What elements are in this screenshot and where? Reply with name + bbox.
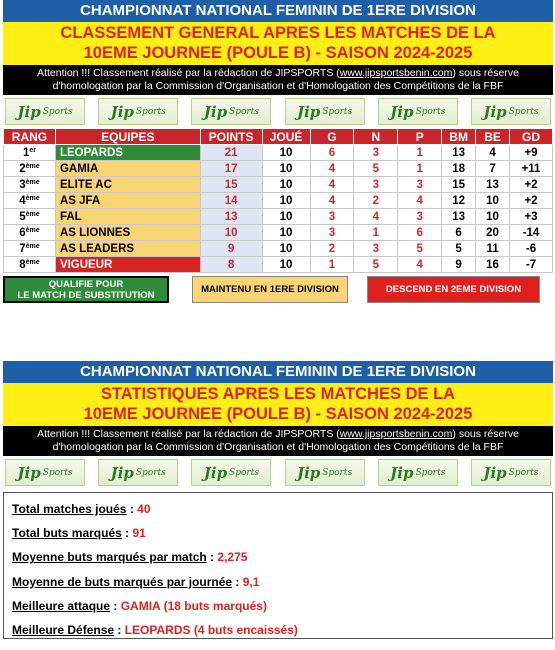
logo-text: Jip (296, 463, 321, 482)
points-cell: 9 (200, 241, 262, 257)
legend-qualified (3, 276, 169, 303)
rank-cell (4, 225, 56, 241)
standings-title-line1: CLASSEMENT GENERAL APRES LES MATCHES DE LA (60, 24, 496, 42)
logo-subtext: Sports (229, 106, 259, 117)
col-played: JOUÉ (262, 129, 310, 145)
team-cell: LEOPARDS (55, 145, 200, 161)
wins-cell: 6 (310, 145, 354, 161)
played-cell: 10 (262, 145, 310, 161)
goals-against-cell: 7 (476, 161, 510, 177)
table-header-row (4, 129, 553, 145)
jipsports-logo (285, 459, 365, 486)
stat-label: Meilleure attaque (12, 598, 111, 613)
rank-cell (4, 209, 56, 225)
goal-diff-cell: +9 (510, 145, 553, 161)
goals-against-cell: 10 (476, 193, 510, 209)
disclaimer-prefix-2: Attention !!! Classement réalisé par la rédaction de JIPSPORTS ( (37, 428, 340, 440)
stat-value: 9,1 (242, 574, 260, 589)
col-rank: RANG (4, 129, 56, 145)
goals-against-cell: 20 (476, 225, 510, 241)
goals-against-cell: 16 (476, 257, 510, 273)
logo-text: Jip (17, 102, 41, 121)
goal-diff-cell: +2 (510, 177, 553, 193)
standings-title (3, 22, 553, 65)
legend-qualified-line1: QUALIFIE POUR (48, 278, 124, 290)
rank-number: 3 (19, 178, 26, 191)
disclaimer-note-2 (3, 426, 553, 456)
wins-cell: 4 (310, 161, 354, 177)
logo-subtext: Sports (415, 467, 446, 478)
losses-cell: 1 (398, 161, 442, 177)
goal-diff-cell: -6 (510, 241, 553, 257)
team-cell: ELITE AC (55, 177, 200, 193)
rank-suffix: ème (25, 210, 40, 218)
played-cell: 10 (262, 193, 310, 209)
goals-for-cell: 6 (442, 225, 476, 241)
logo-subtext: Sports (135, 467, 166, 478)
jipsports-logo (471, 98, 551, 125)
rank-suffix: ème (25, 178, 40, 186)
points-cell: 8 (200, 257, 262, 273)
played-cell: 10 (262, 161, 310, 177)
jipsports-logo (98, 459, 178, 486)
team-cell: AS JFA (55, 193, 200, 209)
jipsports-logo (378, 459, 458, 486)
goals-for-cell: 5 (442, 241, 476, 257)
goals-for-cell: 12 (442, 193, 476, 209)
goals-for-cell: 13 (442, 145, 476, 161)
logo-text: Jip (296, 102, 321, 121)
stat-value: GAMIA (18 buts marqués) (120, 598, 267, 613)
statistics-title (3, 383, 553, 426)
rank-cell (4, 193, 56, 209)
logo-subtext: Sports (508, 106, 539, 117)
goals-for-cell: 15 (442, 177, 476, 193)
goal-diff-cell: -14 (510, 225, 553, 241)
team-cell: GAMIA (55, 161, 200, 177)
stat-value: 2,275 (217, 550, 248, 565)
championship-header-2: CHAMPIONNAT NATIONAL FEMININ DE 1ERE DIVISION (3, 361, 553, 383)
stat-value: 40 (137, 502, 151, 516)
rank-number: 5 (19, 210, 26, 223)
rank-suffix: ème (25, 258, 40, 266)
draws-cell: 5 (354, 257, 398, 273)
rank-number: 1 (22, 146, 30, 159)
goal-diff-cell: +11 (510, 161, 553, 177)
jipsports-logo (471, 459, 551, 486)
disclaimer-suffix-2: ) sous réserve d'homologation par la Commission d'Organisation et d'Homologation des Compétitions de la FBF (52, 428, 519, 453)
logo-text: Jip (390, 102, 414, 121)
logo-text: Jip (483, 463, 507, 482)
jipsports-logo (5, 98, 85, 125)
standings-table (3, 128, 553, 273)
played-cell: 10 (262, 257, 310, 273)
stat-label: Moyenne buts marqués par match (12, 550, 207, 565)
logo-text: Jip (483, 102, 507, 121)
points-cell: 10 (200, 225, 262, 241)
stat-value: LEOPARDS (4 buts encaissés) (124, 623, 298, 638)
rank-number: 8 (19, 258, 26, 271)
col-points: POINTS (200, 129, 262, 145)
rank-cell (4, 177, 56, 193)
points-cell: 21 (200, 145, 262, 161)
standings-panel (3, 0, 553, 303)
wins-cell: 3 (310, 225, 354, 241)
goals-for-cell: 18 (442, 161, 476, 177)
jipsports-logo (378, 98, 458, 125)
draws-cell: 5 (354, 161, 398, 177)
statistics-title-line2: 10EME JOURNEE (POULE B) - SAISON 2024-2025 (83, 405, 473, 423)
logo-text: Jip (203, 102, 228, 121)
goal-diff-cell: -7 (510, 257, 553, 273)
goals-against-cell: 13 (476, 177, 510, 193)
wins-cell: 4 (310, 177, 354, 193)
disclaimer-note (3, 65, 553, 95)
table-row (4, 257, 553, 273)
rank-number: 4 (19, 194, 26, 207)
points-cell: 13 (200, 209, 262, 225)
col-teams: EQUIPES (55, 129, 200, 145)
stat-line: Moyenne buts marqués par match : 2,275 (12, 550, 248, 565)
losses-cell: 6 (398, 225, 442, 241)
table-row (4, 241, 553, 257)
wins-cell: 1 (310, 257, 354, 273)
stat-value: 91 (132, 526, 146, 541)
col-losses: P (398, 129, 442, 145)
jipsports-logo (5, 459, 85, 486)
losses-cell: 3 (398, 177, 442, 193)
goal-diff-cell: +2 (510, 193, 553, 209)
disclaimer-link-2[interactable]: www.jipsportsbenin.com (339, 428, 453, 440)
draws-cell: 4 (354, 209, 398, 225)
col-wins: G (310, 129, 354, 145)
stat-line: Total matches joués : 40 (12, 502, 151, 516)
logo-subtext: Sports (322, 106, 353, 117)
rank-suffix: ème (25, 242, 40, 250)
points-cell: 17 (200, 161, 262, 177)
col-goals-for: BM (442, 129, 476, 145)
disclaimer-suffix: ) sous réserve d'homologation par la Commission d'Organisation et d'Homologation des Compétitions de la FBF (52, 67, 519, 92)
goals-for-cell: 13 (442, 209, 476, 225)
logo-text: Jip (110, 102, 134, 121)
rank-cell (4, 145, 56, 161)
team-cell: AS LIONNES (55, 225, 200, 241)
table-row (4, 161, 553, 177)
col-goals-against: BE (476, 129, 510, 145)
stat-line: Meilleure Défense : LEOPARDS (4 buts encaissés) (12, 623, 298, 638)
rank-cell (4, 257, 56, 273)
team-cell: VIGUEUR (55, 257, 200, 273)
jipsports-logo (191, 459, 271, 486)
stat-label: Total buts marqués (12, 526, 122, 541)
legend (3, 276, 553, 303)
table-row (4, 209, 553, 225)
wins-cell: 4 (310, 193, 354, 209)
stat-line: Total buts marqués : 91 (12, 526, 146, 541)
stat-label: Total matches joués (12, 502, 127, 516)
points-cell: 14 (200, 193, 262, 209)
goal-diff-cell: +3 (510, 209, 553, 225)
goals-against-cell: 11 (476, 241, 510, 257)
championship-header: CHAMPIONNAT NATIONAL FEMININ DE 1ERE DIVISION (3, 0, 553, 22)
disclaimer-prefix: Attention !!! Classement réalisé par la rédaction de JIPSPORTS ( (37, 67, 340, 79)
logo-subtext: Sports (415, 106, 446, 117)
jipsports-logo (191, 98, 271, 125)
stat-label: Meilleure Défense (12, 623, 115, 638)
jipsports-logo (98, 98, 178, 125)
logo-subtext: Sports (135, 106, 166, 117)
rank-cell (4, 241, 56, 257)
rank-suffix: ème (25, 226, 40, 234)
losses-cell: 4 (398, 257, 442, 273)
draws-cell: 3 (354, 145, 398, 161)
rank-suffix: ème (25, 194, 40, 202)
goals-against-cell: 4 (476, 145, 510, 161)
team-cell: FAL (55, 209, 200, 225)
losses-cell: 3 (398, 209, 442, 225)
table-row (4, 145, 553, 161)
logo-subtext: Sports (508, 467, 539, 478)
played-cell: 10 (262, 225, 310, 241)
team-cell: AS LEADERS (55, 241, 200, 257)
rank-suffix: ème (25, 162, 40, 170)
wins-cell: 3 (310, 209, 354, 225)
stat-line: Meilleure attaque : GAMIA (18 buts marqués) (12, 598, 267, 613)
table-row (4, 193, 553, 209)
rank-suffix: er (29, 146, 36, 154)
logo-text: Jip (390, 463, 414, 482)
rank-number: 2 (19, 162, 26, 175)
points-cell: 15 (200, 177, 262, 193)
draws-cell: 3 (354, 177, 398, 193)
col-goal-diff: GD (510, 129, 553, 145)
standings-title-line2: 10EME JOURNEE (POULE B) - SAISON 2024-2025 (83, 44, 473, 62)
draws-cell: 1 (354, 225, 398, 241)
played-cell: 10 (262, 209, 310, 225)
logo-subtext: Sports (229, 467, 259, 478)
logo-text: Jip (203, 463, 228, 482)
wins-cell: 2 (310, 241, 354, 257)
stat-label: Moyenne de buts marqués par journée (12, 574, 233, 589)
jipsports-logo (285, 98, 365, 125)
statistics-title-line1: STATISTIQUES APRES LES MATCHES DE LA (100, 385, 456, 403)
legend-maintained: MAINTENU EN 1ERE DIVISION (192, 276, 348, 303)
played-cell: 10 (262, 177, 310, 193)
losses-cell: 5 (398, 241, 442, 257)
logo-text: Jip (110, 463, 134, 482)
logo-strip (3, 95, 553, 128)
rank-number: 7 (19, 242, 26, 255)
logo-text: Jip (17, 463, 41, 482)
goals-against-cell: 10 (476, 209, 510, 225)
col-draws: N (354, 129, 398, 145)
draws-cell: 2 (354, 193, 398, 209)
table-row (4, 225, 553, 241)
logo-subtext: Sports (42, 467, 73, 478)
statistics-panel (3, 361, 553, 639)
legend-relegated: DESCEND EN 2EME DIVISION (367, 276, 540, 303)
stat-line: Moyenne de buts marqués par journée : 9,1 (12, 574, 260, 589)
disclaimer-link[interactable]: www.jipsportsbenin.com (339, 67, 453, 79)
legend-qualified-line2: LE MATCH DE SUBSTITUTION (17, 289, 155, 301)
draws-cell: 3 (354, 241, 398, 257)
losses-cell: 1 (398, 145, 442, 161)
rank-cell (4, 161, 56, 177)
losses-cell: 4 (398, 193, 442, 209)
statistics-box (3, 492, 553, 639)
logo-strip-2 (3, 456, 553, 489)
table-row (4, 177, 553, 193)
logo-subtext: Sports (322, 467, 353, 478)
logo-subtext: Sports (42, 106, 73, 117)
goals-for-cell: 9 (442, 257, 476, 273)
played-cell: 10 (262, 241, 310, 257)
rank-number: 6 (19, 226, 26, 239)
